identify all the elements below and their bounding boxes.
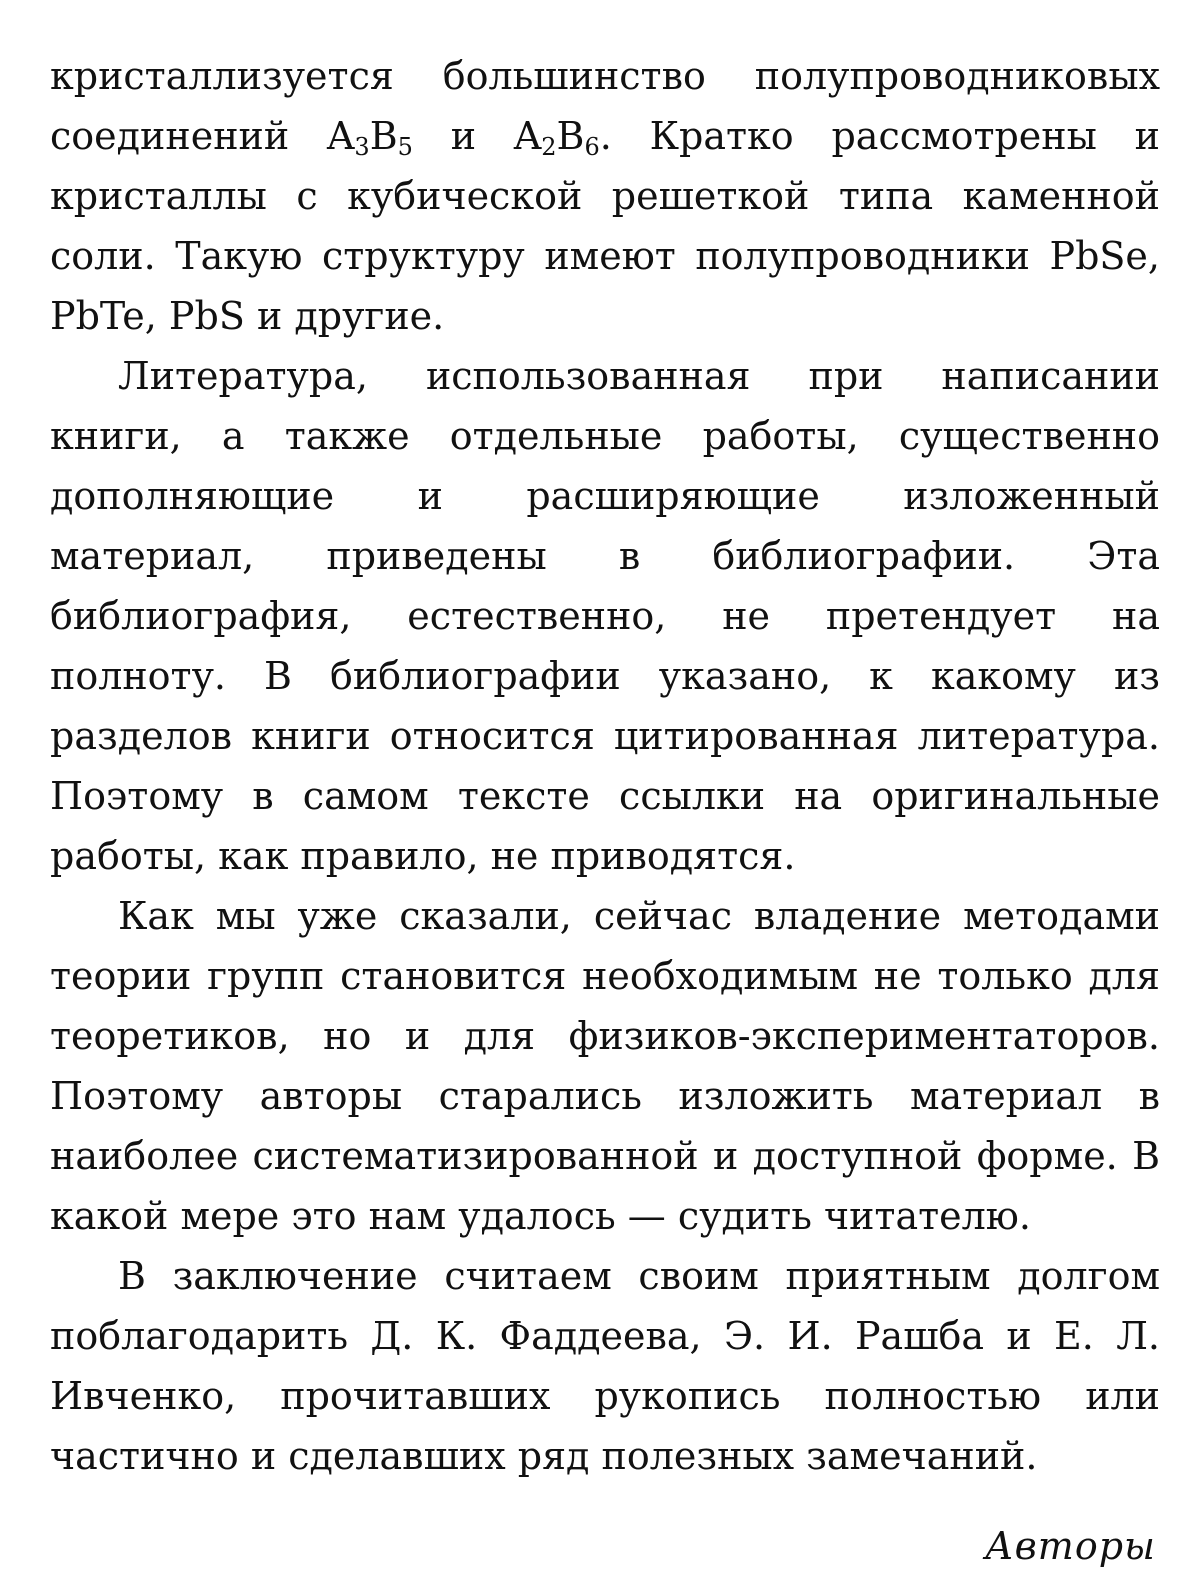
page-body bbox=[50, 46, 1160, 1576]
paragraph-3: Как мы уже сказали, сейчас владение методами теории групп становится необходимым не только для теоретиков, но и для физиков-экспериментаторов. Поэтому авторы старались изложить материал в наиболее систематизированной и доступной форме. В какой мере это нам удалось — судить читателю. bbox=[50, 894, 1160, 1238]
subscript-a2: 2 bbox=[541, 133, 557, 161]
signature: Авторы bbox=[984, 1524, 1156, 1568]
paragraph-1-text-a: кристаллизуется большинство полупроводниковых соединений A bbox=[50, 54, 1160, 158]
paragraph-1-text-d: B bbox=[556, 114, 585, 158]
subscript-a3: 3 bbox=[354, 133, 370, 161]
subscript-b6: 6 bbox=[584, 133, 600, 161]
paragraph-4: В заключение считаем своим приятным долгом поблагодарить Д. К. Фаддеева, Э. И. Рашба и Е. Л. Ивченко, прочитавших рукопись полностью или частично и сделавших ряд полезных замечаний. bbox=[50, 1254, 1160, 1478]
paragraph-1-text-e: . Кратко рассмотрены и кристаллы с кубической решеткой типа каменной соли. Такую структуру имеют полупроводники PbSe, PbTe, PbS и другие. bbox=[50, 114, 1160, 338]
paragraph-1-text-b: B bbox=[369, 114, 398, 158]
subscript-b5: 5 bbox=[397, 133, 413, 161]
paragraph-1 bbox=[50, 46, 1160, 346]
paragraph-1-text-c: и A bbox=[412, 114, 542, 158]
paragraph-2: Литература, использованная при написании книги, а также отдельные работы, существенно дополняющие и расширяющие изложенный материал, приведены в библиографии. Эта библиография, естественно, не претендует на полноту. В библиографии указано, к какому из разделов книги относится цитированная литература. Поэтому в самом тексте ссылки на оригинальные работы, как правило, не приводятся. bbox=[50, 354, 1160, 878]
